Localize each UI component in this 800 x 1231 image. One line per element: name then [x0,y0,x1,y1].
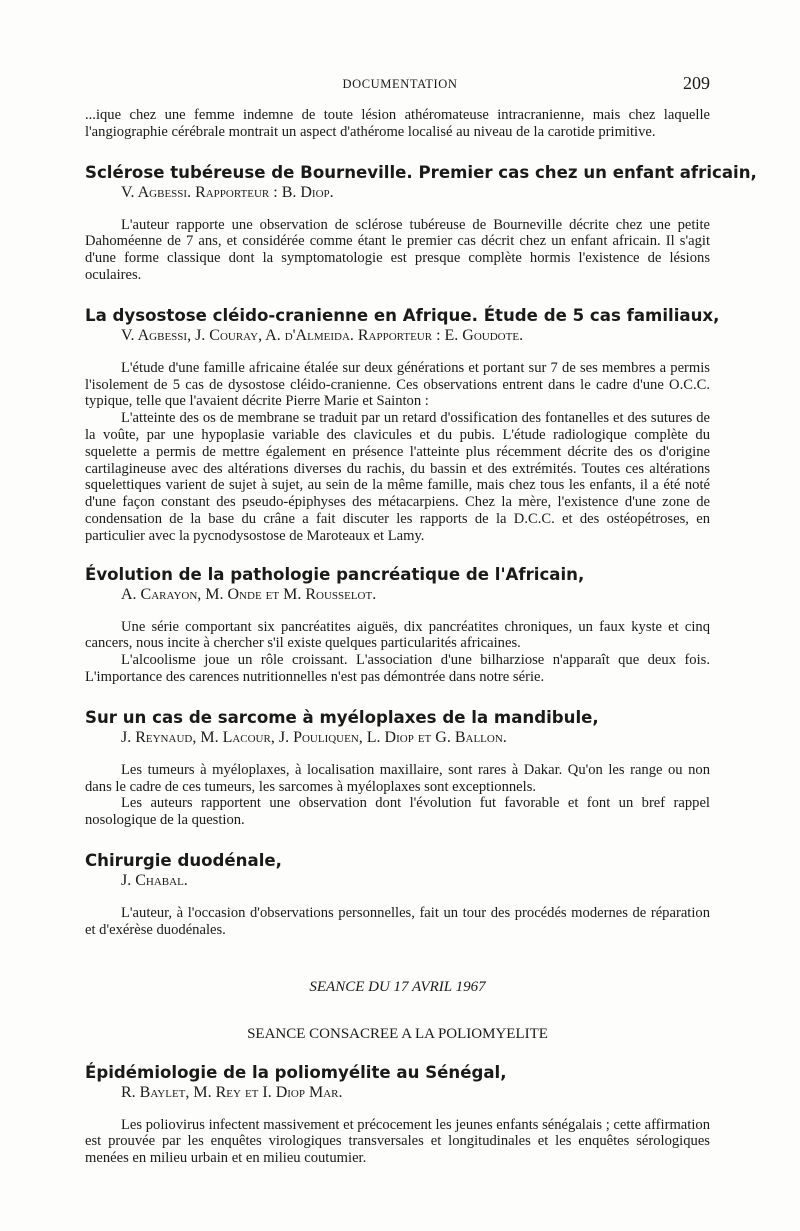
page-content [85,107,757,1167]
article-paragraph: Une série comportant six pancréatites aiguës, dix pancréatites chroniques, un faux kyste et cinq cancers, nous incite à chercher s'il existe quelques particularités africaines. [85,618,710,652]
final-article [85,1063,710,1167]
article-authors: J. Reynaud, M. Lacour, J. Pouliquen, L. Diop et G. Ballon. [121,728,507,746]
article-2 [85,305,720,545]
article-authors: J. Chabal. [121,871,188,889]
article-4 [85,708,710,829]
running-title: DOCUMENTATION [342,77,458,91]
article-paragraph: Les poliovirus infectent massivement et précocement les jeunes enfants sénégalais ; cette affirmation est prouvée par les enquêtes virologiques transversales et longitudinales et les enquêtes sérologiques menées en milieu urbain et en milieu coutumier. [85,1116,710,1167]
article-title: La dysostose cléido-cranienne en Afrique. Étude de 5 cas familiaux, [85,305,720,325]
article-title: Évolution de la pathologie pancréatique de l'Africain, [85,564,585,584]
article-authors: R. Baylet, M. Rey et I. Diop Mar. [121,1083,343,1101]
article-title: Sclérose tubéreuse de Bourneville. Premier cas chez un enfant africain, [85,162,757,182]
article-paragraph: L'auteur rapporte une observation de sclérose tubéreuse de Bourneville décrite chez une petite Dahoméenne de 7 ans, et considérée comme étant le premier cas décrit chez un enfant africain. Il s'agit d'une forme classique dont la symptomatologie est presque complète hormis l'existence de lésions oculaires. [85,216,710,283]
article-title: Chirurgie duodénale, [85,850,282,870]
article-5 [85,851,710,939]
session-subject-heading: SEANCE CONSACREE A LA POLIOMYELITE [247,1025,548,1042]
article-authors: A. Carayon, M. Onde et M. Rousselot. [121,585,377,603]
article-1 [85,162,757,284]
session-date-heading: SEANCE DU 17 AVRIL 1967 [309,978,486,995]
page-header [0,73,800,97]
article-title: Épidémiologie de la poliomyélite au Sénégal, [85,1062,507,1082]
article-3 [85,565,710,686]
article-title: Sur un cas de sarcome à myéloplaxes de la mandibule, [85,707,599,727]
article-paragraph: Les auteurs rapportent une observation dont l'évolution fut favorable et font un bref rappel nosologique de la question. [85,795,710,829]
article-paragraph: Les tumeurs à myéloplaxes, à localisation maxillaire, sont rares à Dakar. Qu'on les range ou non dans le cadre de ces tumeurs, les sarcomes à myéloplaxes sont exceptionnels. [85,761,710,795]
intro-continuation: ...ique chez une femme indemne de toute lésion athéromateuse intracranienne, mais chez laquelle l'angiographie cérébrale montrait un aspect d'athérome localisé au niveau de la carotide primitive. [85,107,710,140]
article-authors: V. Agbessi. Rapporteur : B. Diop. [121,183,334,201]
page-number: 209 [683,73,710,93]
article-paragraph: L'alcoolisme joue un rôle croissant. L'association d'une bilharziose n'apparaît que deux fois. L'importance des carences nutritionnelles n'est pas démontrée dans notre série. [85,652,710,685]
article-paragraph: L'atteinte des os de membrane se traduit par un retard d'ossification des fontanelles et des sutures de la voûte, par une hypoplasie variable des clavicules et du pubis. L'étude radiologique complète du squelette a permis de mettre également en présence l'atteinte plus récemment décrite des os d'origine cartilagineuse avec des altérations diverses du rachis, du bassin et des extrémités. Toutes ces altérations squelettiques varient de sujet à sujet, au sein de la même famille, mais chez tous les enfants, il a été noté d'une façon constant des pseudo-épiphyses des métacarpiens. Chez la mère, l'existence d'une zone de condensation de la base du crâne a fait discuter les rapports de la D.C.C. et des ostéopétroses, en particulier avec la pycnodysostose de Maroteaux et Lamy. [85,410,710,544]
article-paragraph: L'auteur, à l'occasion d'observations personnelles, fait un tour des procédés modernes de réparation et d'exérèse duodénales. [85,904,710,938]
article-paragraph: L'étude d'une famille africaine étalée sur deux générations et portant sur 7 de ses membres a permis l'isolement de 5 cas de dysostose cléido-cranienne. Ces observations entrent dans le cadre d'une O.C.C. typique, telle que l'avaient décrite Pierre Marie et Sainton : [85,359,710,410]
article-authors: V. Agbessi, J. Couray, A. d'Almeida. Rapporteur : E. Goudote. [121,326,524,344]
